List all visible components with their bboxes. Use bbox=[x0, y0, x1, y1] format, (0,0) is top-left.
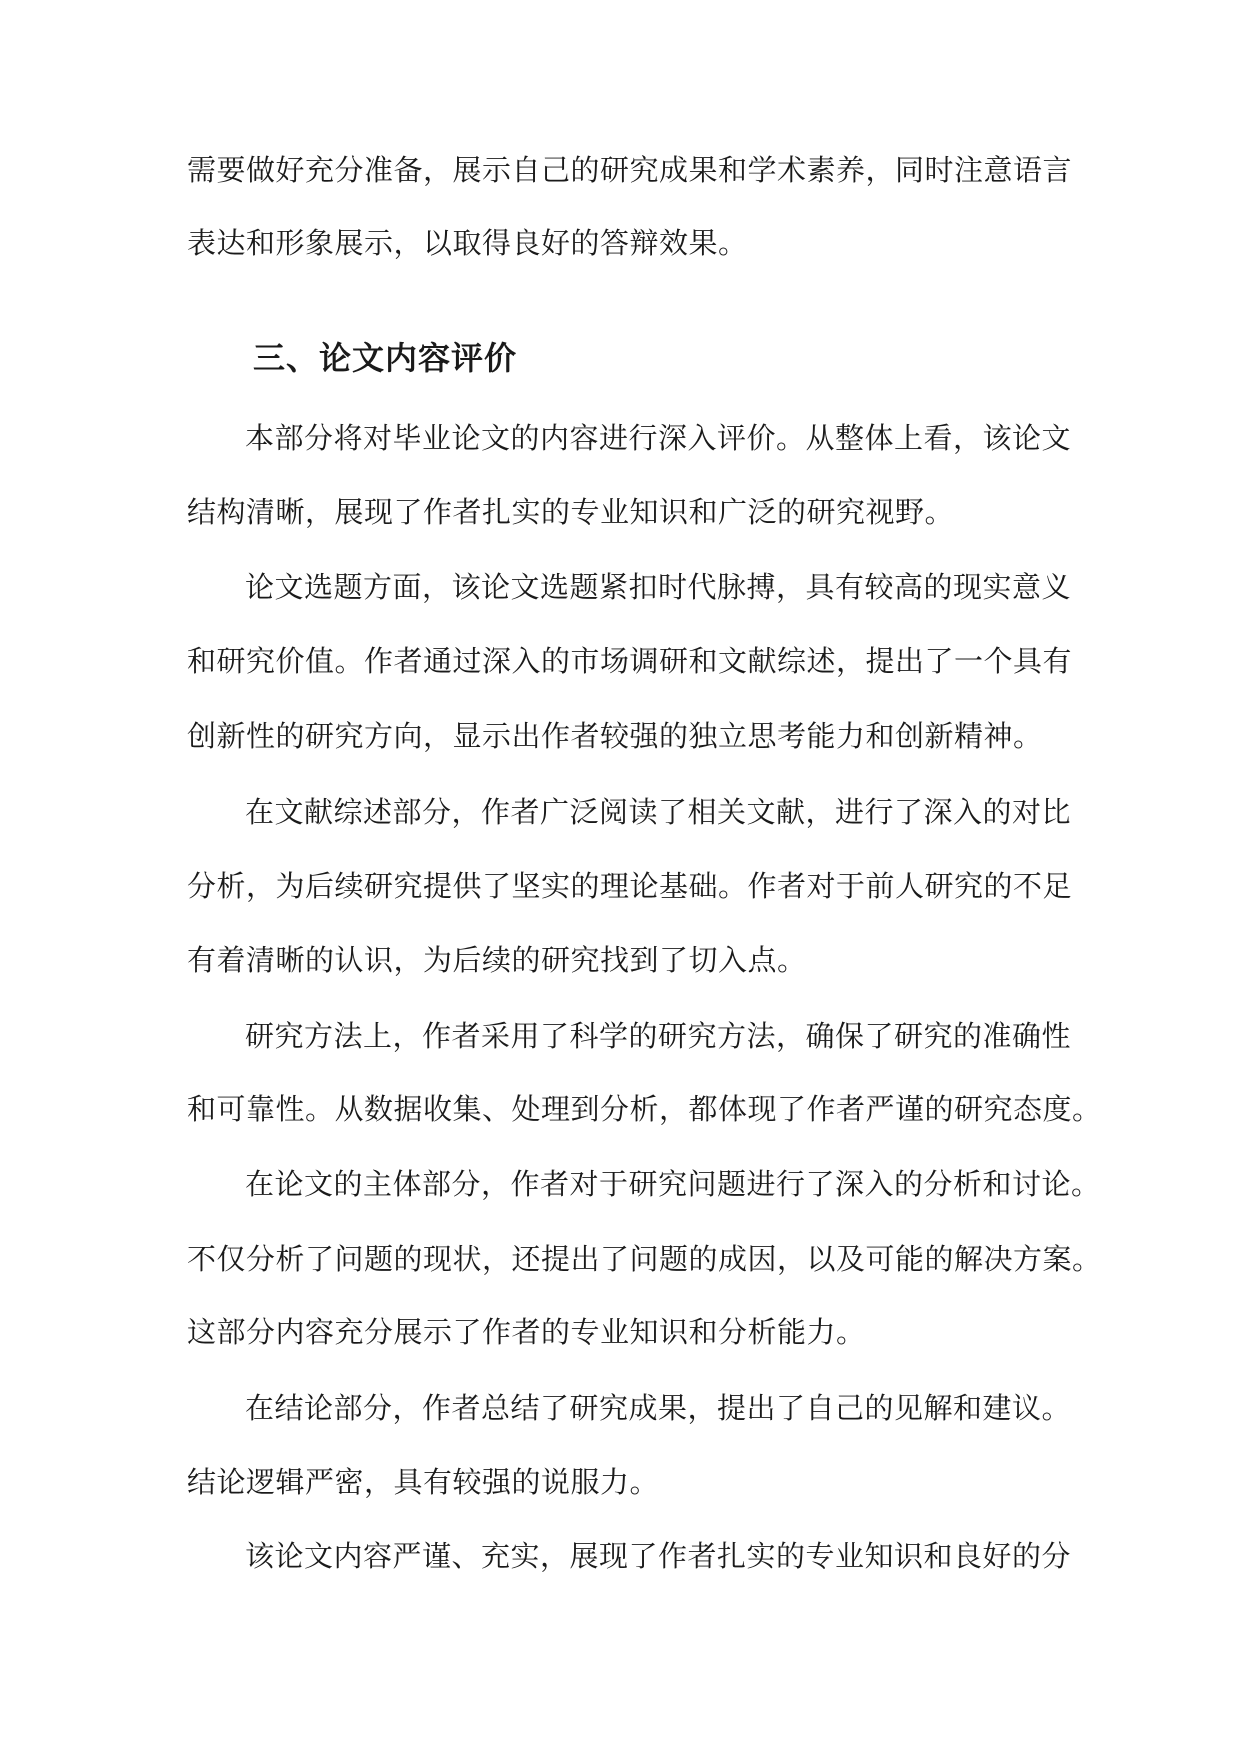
intro-line-1: 需要做好充分准备，展示自己的研究成果和学术素养，同时注意语言 bbox=[187, 153, 1073, 187]
paragraph-2-line-1: 论文选题方面，该论文选题紧扣时代脉搏，具有较高的现实意义 bbox=[245, 570, 1072, 604]
intro-line-2: 表达和形象展示，以取得良好的答辩效果。 bbox=[187, 226, 748, 260]
paragraph-1-line-2: 结构清晰，展现了作者扎实的专业知识和广泛的研究视野。 bbox=[187, 495, 955, 529]
paragraph-5-line-1: 在论文的主体部分，作者对于研究问题进行了深入的分析和讨论。 bbox=[245, 1167, 1101, 1201]
paragraph-7-line-1: 该论文内容严谨、充实，展现了作者扎实的专业知识和良好的分 bbox=[245, 1539, 1072, 1573]
paragraph-3-line-3: 有着清晰的认识，为后续的研究找到了切入点。 bbox=[187, 943, 807, 977]
paragraph-4-line-2: 和可靠性。从数据收集、处理到分析，都体现了作者严谨的研究态度。 bbox=[187, 1092, 1102, 1126]
paragraph-4-line-1: 研究方法上，作者采用了科学的研究方法，确保了研究的准确性 bbox=[245, 1019, 1072, 1053]
paragraph-6-line-2: 结论逻辑严密，具有较强的说服力。 bbox=[187, 1465, 660, 1499]
paragraph-5-line-3: 这部分内容充分展示了作者的专业知识和分析能力。 bbox=[187, 1315, 866, 1349]
paragraph-2-line-3: 创新性的研究方向，显示出作者较强的独立思考能力和创新精神。 bbox=[187, 719, 1043, 753]
paragraph-2-line-2: 和研究价值。作者通过深入的市场调研和文献综述，提出了一个具有 bbox=[187, 644, 1073, 678]
paragraph-5-line-2: 不仅分析了问题的现状，还提出了问题的成因，以及可能的解决方案。 bbox=[187, 1242, 1102, 1276]
paragraph-6-line-1: 在结论部分，作者总结了研究成果，提出了自己的见解和建议。 bbox=[245, 1391, 1072, 1425]
section-heading: 三、论文内容评价 bbox=[253, 339, 518, 377]
paragraph-3-line-1: 在文献综述部分，作者广泛阅读了相关文献，进行了深入的对比 bbox=[245, 795, 1072, 829]
paragraph-3-line-2: 分析，为后续研究提供了坚实的理论基础。作者对于前人研究的不足 bbox=[187, 869, 1073, 903]
paragraph-1-line-1: 本部分将对毕业论文的内容进行深入评价。从整体上看，该论文 bbox=[245, 421, 1072, 455]
